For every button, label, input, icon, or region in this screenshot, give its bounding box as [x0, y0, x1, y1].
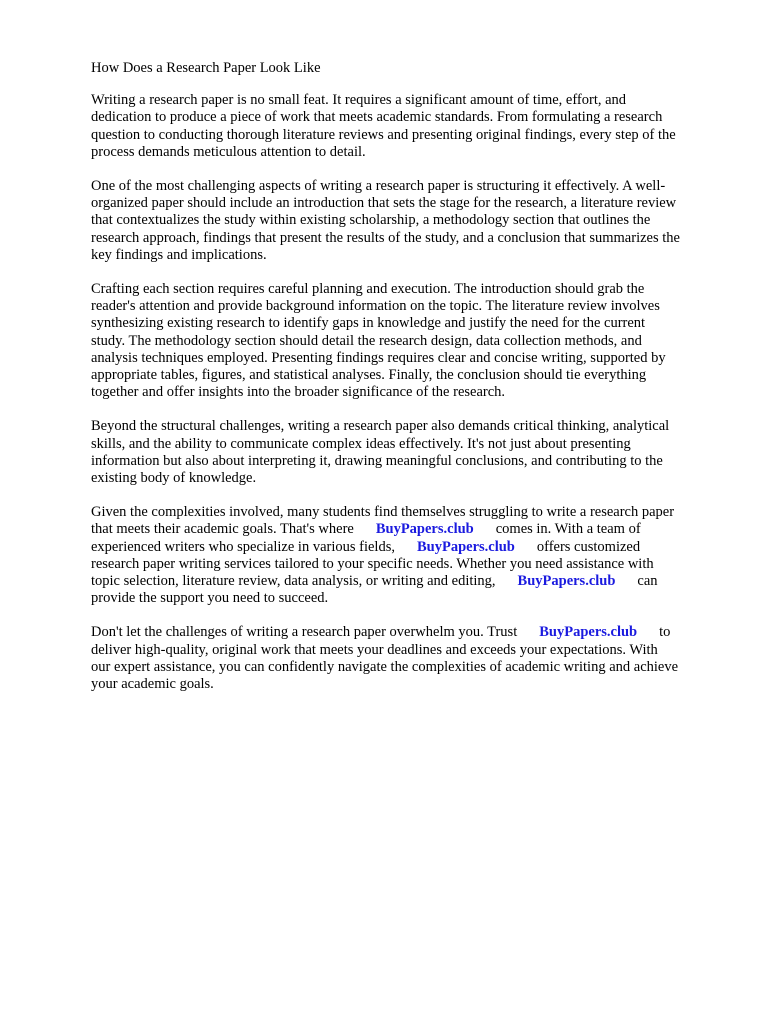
text-line: information but also about interpreting it, drawing meaningful conclusions, and contributing to the [91, 452, 663, 469]
paragraph-3 [91, 281, 731, 401]
text-line: your academic goals. [91, 676, 214, 693]
text-line: process demands meticulous attention to detail. [91, 143, 366, 160]
text-line: organized paper should include an introduction that sets the stage for the research, a literature review [91, 195, 677, 212]
text-line: analysis techniques employed. Presenting findings requires clear and concise writing, supported by [91, 349, 666, 366]
text-line: deliver high-quality, original work that meets your deadlines and exceeds your expectations. With [91, 641, 658, 658]
paragraph-6 [91, 624, 731, 693]
text-line: research approach, findings that present the results of the study, and a conclusion that summarizes the [91, 229, 680, 246]
text-segment: to [659, 624, 671, 641]
text-line: study. The methodology section should detail the research design, data collection methods, and [91, 332, 642, 349]
text-line: together and offer insights into the broader significance of the research. [91, 384, 506, 401]
buypapers-link[interactable]: BuyPapers.club [416, 538, 515, 555]
text-line: Writing a research paper is no small feat. It requires a significant amount of time, effort, and [91, 92, 627, 109]
text-line: provide the support you need to succeed. [91, 590, 329, 607]
text-segment: comes in. With a team of [495, 521, 641, 538]
text-line [91, 624, 731, 641]
text-line: research paper writing services tailored to your specific needs. Whether you need assistance with [91, 555, 654, 572]
text-line: Given the complexities involved, many students find themselves struggling to write a research paper [91, 504, 675, 521]
text-line: synthesizing existing research to identify gaps in knowledge and justify the need for the current [91, 315, 646, 332]
text-line: Crafting each section requires careful planning and execution. The introduction should grab the [91, 281, 645, 298]
paragraph-2 [91, 178, 731, 264]
text-line [91, 573, 731, 590]
text-line: reader's attention and provide background information on the topic. The literature review involves [91, 298, 660, 315]
text-line: skills, and the ability to communicate complex ideas effectively. It's not just about presenting [91, 435, 631, 452]
paragraph-1 [91, 92, 731, 161]
text-segment: experienced writers who specialize in various fields, [91, 538, 395, 555]
text-segment: can [637, 573, 658, 590]
buypapers-link[interactable]: BuyPapers.club [539, 624, 638, 641]
text-line: dedication to produce a piece of work that meets academic standards. From formulating a research [91, 109, 663, 126]
text-line [91, 521, 731, 538]
text-segment: topic selection, literature review, data analysis, or writing and editing, [91, 573, 496, 590]
paragraph-5 [91, 504, 731, 607]
text-segment: that meets their academic goals. That's where [91, 521, 354, 538]
text-line: One of the most challenging aspects of writing a research paper is structuring it effectively. A well- [91, 178, 666, 195]
buypapers-link[interactable]: BuyPapers.club [517, 573, 616, 590]
text-line: that contextualizes the study within existing scholarship, a methodology section that outlines the [91, 212, 651, 229]
text-line [91, 539, 731, 556]
text-segment: offers customized [536, 538, 641, 555]
text-line: existing body of knowledge. [91, 470, 257, 487]
text-line: Beyond the structural challenges, writing a research paper also demands critical thinking, analytical [91, 418, 670, 435]
text-line: our expert assistance, you can confidently navigate the complexities of academic writing and achieve [91, 658, 679, 675]
text-segment: Don't let the challenges of writing a research paper overwhelm you. Trust [91, 624, 518, 641]
document-title: How Does a Research Paper Look Like [91, 60, 321, 76]
text-line: key findings and implications. [91, 246, 267, 263]
buypapers-link[interactable]: BuyPapers.club [375, 521, 474, 538]
paragraph-4 [91, 418, 731, 487]
text-line: question to conducting thorough literature reviews and presenting original findings, every step of the [91, 126, 676, 143]
document-page [91, 60, 731, 710]
text-line: appropriate tables, figures, and statistical analyses. Finally, the conclusion should tie everything [91, 367, 647, 384]
